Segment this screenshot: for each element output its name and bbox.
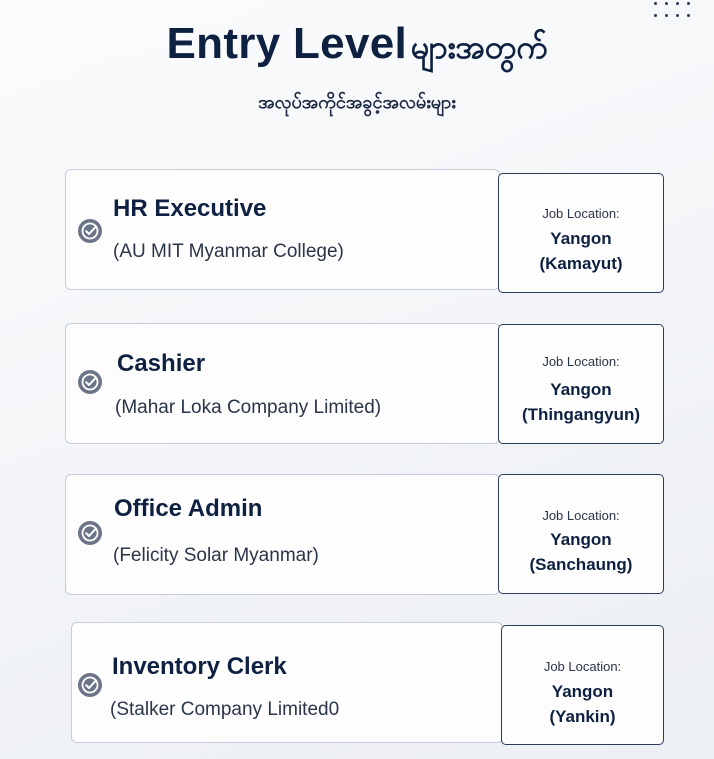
location-label: Job Location: bbox=[542, 354, 620, 369]
job-location-box bbox=[498, 324, 664, 444]
job-title: Office Admin bbox=[114, 495, 263, 522]
job-location-box bbox=[501, 625, 664, 745]
location-label: Job Location: bbox=[542, 508, 620, 523]
check-circle-icon bbox=[78, 370, 102, 394]
decorative-dots bbox=[654, 2, 690, 17]
job-card-office-admin[interactable] bbox=[65, 474, 500, 595]
company-name: (Felicity Solar Myanmar) bbox=[113, 545, 319, 566]
job-title: Inventory Clerk bbox=[112, 653, 287, 680]
check-circle-icon bbox=[78, 673, 102, 697]
job-title: Cashier bbox=[117, 350, 206, 377]
location-city: Yangon bbox=[550, 229, 612, 248]
location-area: (Sanchaung) bbox=[529, 555, 633, 574]
page-title bbox=[0, 19, 714, 68]
location-city: Yangon bbox=[550, 530, 612, 549]
company-name: (Mahar Loka Company Limited) bbox=[115, 397, 382, 418]
title-english: Entry Level bbox=[166, 19, 408, 68]
company-name: (Stalker Company Limited0 bbox=[110, 699, 340, 720]
location-city: Yangon bbox=[551, 682, 614, 701]
company-name: (AU MIT Myanmar College) bbox=[113, 241, 344, 262]
location-area: (Kamayut) bbox=[539, 254, 623, 273]
location-area: (Thingangyun) bbox=[521, 405, 641, 424]
location-label: Job Location: bbox=[543, 659, 622, 674]
location-area: (Yankin) bbox=[549, 707, 616, 726]
location-city: Yangon bbox=[550, 380, 612, 399]
title-myanmar: များအတွက် bbox=[411, 28, 548, 66]
job-card-inventory-clerk[interactable] bbox=[71, 622, 503, 743]
job-card-cashier[interactable] bbox=[65, 323, 500, 444]
job-location-box bbox=[498, 173, 664, 293]
page-subtitle: အလုပ်အကိုင်အခွင့်အလမ်းများ bbox=[258, 92, 456, 113]
job-location-box bbox=[498, 474, 664, 594]
job-card-hr-executive[interactable] bbox=[65, 169, 500, 290]
check-circle-icon bbox=[78, 219, 102, 243]
location-label: Job Location: bbox=[542, 206, 620, 221]
check-circle-icon bbox=[78, 521, 102, 545]
job-title: HR Executive bbox=[113, 195, 267, 222]
